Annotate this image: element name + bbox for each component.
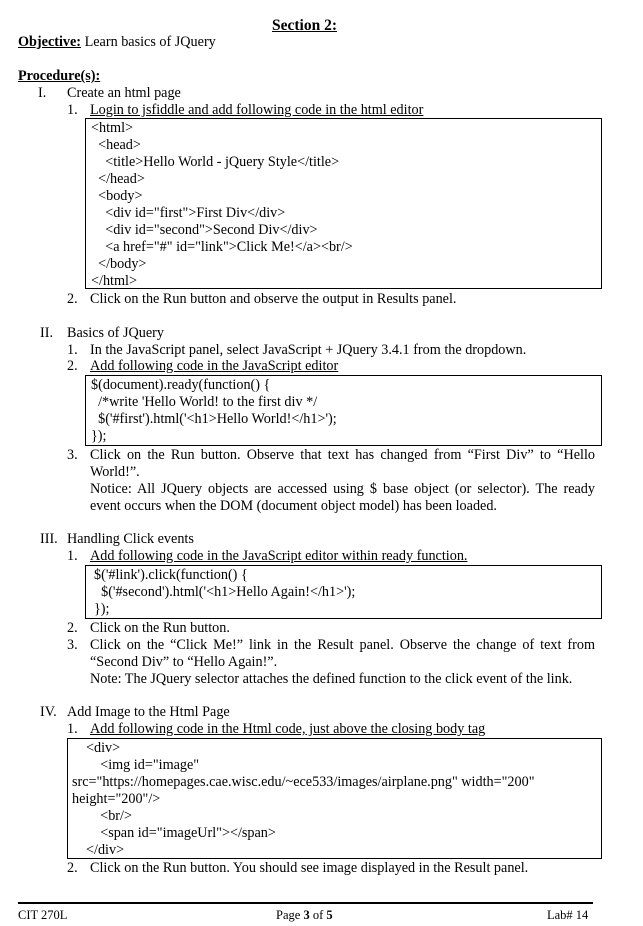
footer-course: CIT 270L [18, 908, 68, 922]
footer-page [276, 907, 333, 924]
step-text: Click on the “Click Me!” link in the Result panel. Observe the change of text from “Second Div” to “Hello Again!”. [90, 637, 595, 670]
step-text: Add following code in the JavaScript editor [90, 358, 339, 374]
code-line: /*write 'Hello World! to the first div */ [91, 394, 318, 410]
step-text: Click on the Run button and observe the output in Results panel. [90, 291, 457, 307]
footer-rule [18, 902, 593, 904]
code-line: </html> [91, 273, 137, 289]
code-line: <title>Hello World - jQuery Style</title> [91, 154, 340, 170]
step-number: 2. [67, 860, 78, 876]
code-line: <head> [91, 137, 141, 153]
objective-label: Objective: [18, 34, 82, 50]
step-text: Add following code in the JavaScript editor within ready function. [90, 548, 468, 564]
code-line: $('#second').html('<h1>Hello Again!</h1>'); [94, 584, 356, 600]
step-number: 2. [67, 620, 78, 636]
objective-text: Learn basics of JQuery [81, 34, 216, 50]
section-1-number: I. [38, 85, 47, 101]
code-line: </head> [91, 171, 145, 187]
objective [18, 34, 216, 51]
step-number: 2. [67, 291, 78, 307]
code-line: $('#link').click(function() { [94, 567, 248, 583]
page-mid: of [309, 908, 327, 922]
step-text: In the JavaScript panel, select JavaScript + JQuery 3.4.1 from the dropdown. [90, 342, 527, 358]
code-line: }); [94, 601, 110, 617]
image-code-box [67, 738, 602, 859]
section-4-number: IV. [40, 704, 57, 720]
procedures-heading: Procedure(s): [18, 68, 101, 84]
page-current: 3 [303, 908, 310, 922]
section-3-title: Handling Click events [67, 531, 194, 547]
step-number: 3. [67, 637, 78, 653]
step-number: 1. [67, 548, 78, 564]
code-line: <div id="second">Second Div</div> [91, 222, 318, 238]
section-1-title: Create an html page [67, 85, 181, 101]
section-2-title: Basics of JQuery [67, 325, 164, 341]
html-code-box [85, 118, 602, 289]
code-line: src="https://homepages.cae.wisc.edu/~ece533/images/airplane.png" width="200" [72, 774, 535, 790]
code-line: </body> [91, 256, 147, 272]
section-title: Section 2: [272, 17, 338, 34]
code-line: <a href="#" id="link">Click Me!</a><br/> [91, 239, 353, 255]
step-number: 2. [67, 358, 78, 374]
step-text: Add following code in the Html code, just above the closing body tag [90, 721, 486, 737]
note-text: Note: The JQuery selector attaches the defined function to the click event of the link. [90, 671, 573, 687]
step-number: 3. [67, 447, 78, 463]
click-code-box [85, 565, 602, 619]
step-text: Click on the Run button. You should see image displayed in the Result panel. [90, 860, 529, 876]
page-total: 5 [326, 908, 333, 922]
step-text: Click on the Run button. [90, 620, 230, 636]
code-line: $('#first').html('<h1>Hello World!</h1>'); [91, 411, 337, 427]
note-text: Notice: All JQuery objects are accessed using $ base object (or selector). The ready event occurs when the DOM (document object model) has been loaded. [90, 481, 595, 514]
step-number: 1. [67, 342, 78, 358]
js-code-box [85, 375, 602, 446]
code-line: <br/> [86, 808, 132, 824]
step-number: 1. [67, 102, 78, 118]
code-line: <div> [86, 740, 121, 756]
code-line: <html> [91, 120, 134, 136]
page-prefix: Page [276, 908, 304, 922]
step-text: Click on the Run button. Observe that text has changed from “First Div” to “Hello World!”. [90, 447, 595, 480]
code-line: <body> [91, 188, 143, 204]
section-3-number: III. [40, 531, 58, 547]
code-line: <div id="first">First Div</div> [91, 205, 286, 221]
code-line: <span id="imageUrl"></span> [86, 825, 276, 841]
section-4-title: Add Image to the Html Page [67, 704, 230, 720]
code-line: height="200"/> [72, 791, 161, 807]
step-text: Login to jsfiddle and add following code in the html editor [90, 102, 424, 118]
footer-lab: Lab# 14 [547, 908, 589, 922]
code-line: <img id="image" [86, 757, 200, 773]
code-line: </div> [86, 842, 125, 858]
code-line: }); [91, 428, 107, 444]
section-2-number: II. [40, 325, 53, 341]
step-number: 1. [67, 721, 78, 737]
code-line: $(document).ready(function() { [91, 377, 271, 393]
